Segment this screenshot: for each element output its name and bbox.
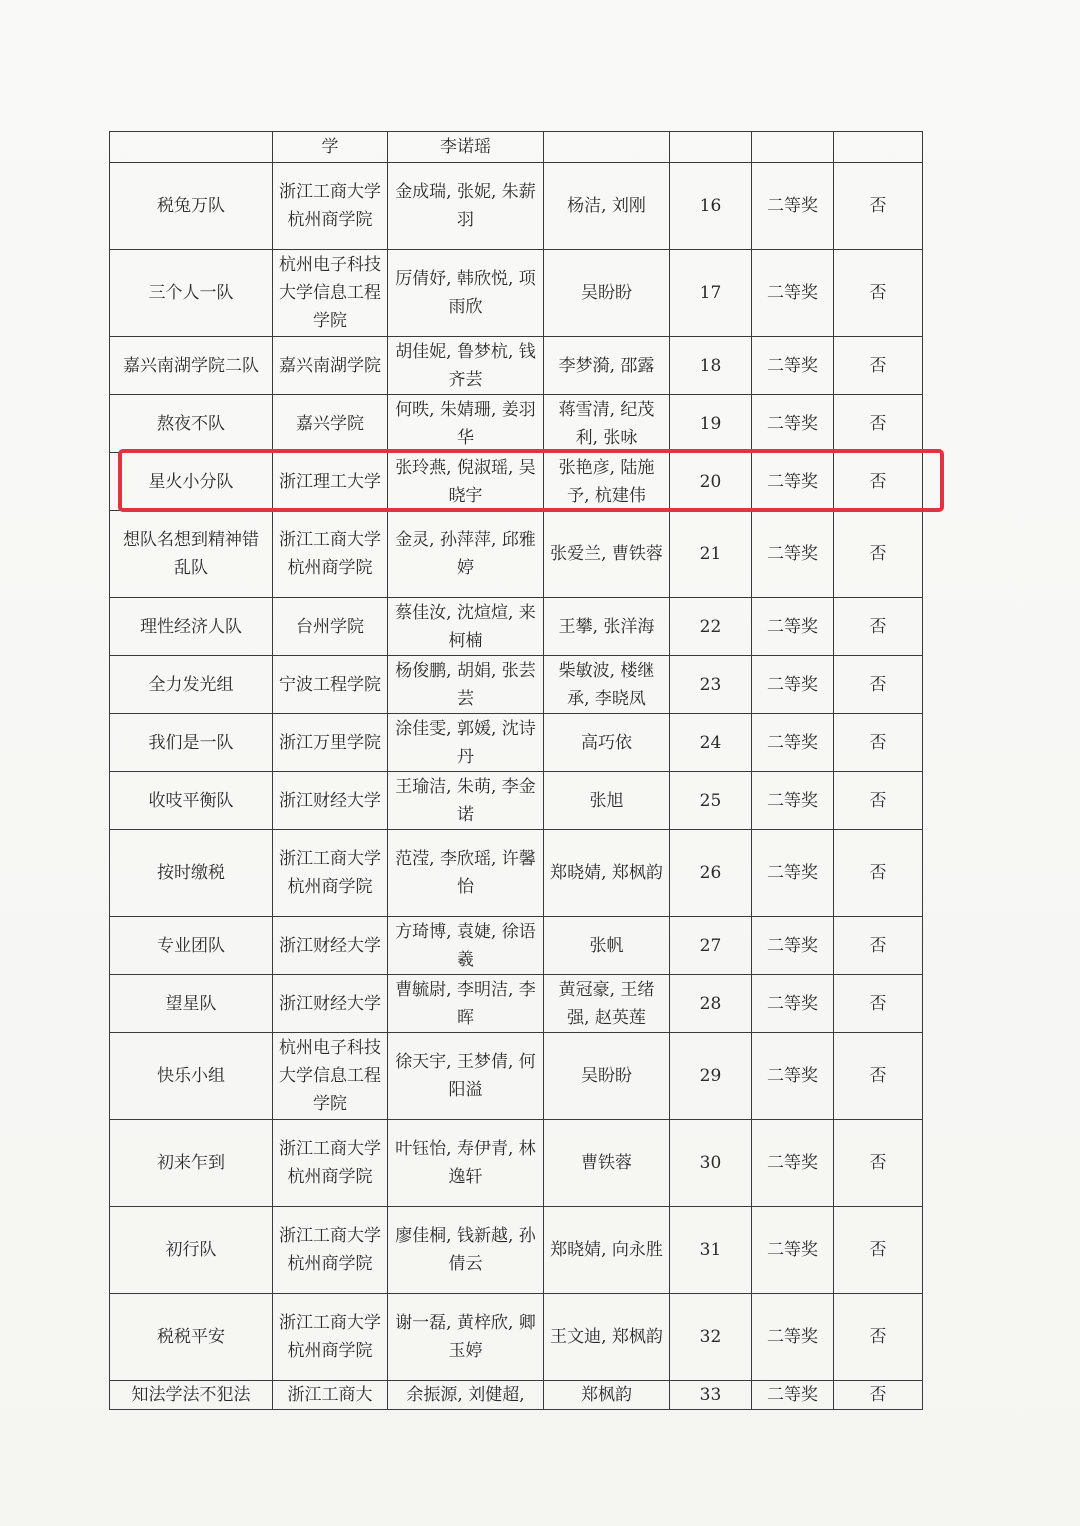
cell-flag: 否 <box>834 453 923 511</box>
cell-school: 学 <box>273 132 388 163</box>
cell-advisors: 张爱兰, 曹铁蓉 <box>544 511 670 598</box>
table-row <box>110 1381 923 1410</box>
table-row <box>110 1207 923 1294</box>
cell-advisors: 郑晓婧, 向永胜 <box>544 1207 670 1294</box>
cell-team: 知法学法不犯法 <box>110 1381 273 1410</box>
cell-members: 廖佳桐, 钱新越, 孙倩云 <box>388 1207 544 1294</box>
cell-advisors: 曹铁蓉 <box>544 1120 670 1207</box>
cell-rank: 22 <box>670 598 752 656</box>
cell-school: 浙江工商大学杭州商学院 <box>273 1294 388 1381</box>
cell-flag: 否 <box>834 772 923 830</box>
cell-award: 二等奖 <box>752 163 834 250</box>
table-row <box>110 1120 923 1207</box>
cell-advisors: 吴盼盼 <box>544 1033 670 1120</box>
cell-rank: 30 <box>670 1120 752 1207</box>
award-table <box>109 131 923 1410</box>
cell-team: 理性经济人队 <box>110 598 273 656</box>
cell-flag: 否 <box>834 511 923 598</box>
cell-team: 星火小分队 <box>110 453 273 511</box>
cell-rank: 23 <box>670 656 752 714</box>
cell-award: 二等奖 <box>752 656 834 714</box>
table-row <box>110 598 923 656</box>
cell-rank: 21 <box>670 511 752 598</box>
cell-advisors: 郑晓婧, 郑枫韵 <box>544 830 670 917</box>
cell-advisors: 张旭 <box>544 772 670 830</box>
cell-school: 嘉兴南湖学院 <box>273 337 388 395</box>
table-row <box>110 1294 923 1381</box>
cell-flag: 否 <box>834 598 923 656</box>
cell-rank: 16 <box>670 163 752 250</box>
table-body <box>110 132 923 1410</box>
table-row <box>110 830 923 917</box>
cell-award: 二等奖 <box>752 453 834 511</box>
cell-school: 嘉兴学院 <box>273 395 388 453</box>
cell-advisors: 黄冠豪, 王绪强, 赵英莲 <box>544 975 670 1033</box>
cell-flag: 否 <box>834 337 923 395</box>
cell-rank: 33 <box>670 1381 752 1410</box>
cell-members: 叶钰怡, 寿伊青, 林逸轩 <box>388 1120 544 1207</box>
cell-members: 杨俊鹏, 胡娟, 张芸芸 <box>388 656 544 714</box>
cell-award: 二等奖 <box>752 772 834 830</box>
cell-award: 二等奖 <box>752 917 834 975</box>
cell-flag: 否 <box>834 163 923 250</box>
table-row-highlighted <box>110 453 923 511</box>
cell-team: 三个人一队 <box>110 250 273 337</box>
cell-members: 涂佳雯, 郭媛, 沈诗丹 <box>388 714 544 772</box>
cell-team: 我们是一队 <box>110 714 273 772</box>
cell-school: 浙江万里学院 <box>273 714 388 772</box>
cell-team: 税税平安 <box>110 1294 273 1381</box>
cell-flag: 否 <box>834 250 923 337</box>
cell-members: 蔡佳汝, 沈煊煊, 来柯楠 <box>388 598 544 656</box>
cell-award: 二等奖 <box>752 1120 834 1207</box>
cell-members: 金成瑞, 张妮, 朱薪羽 <box>388 163 544 250</box>
cell-advisors: 张艳彦, 陆施予, 杭建伟 <box>544 453 670 511</box>
cell-rank: 28 <box>670 975 752 1033</box>
cell-award: 二等奖 <box>752 337 834 395</box>
cell-rank: 20 <box>670 453 752 511</box>
cell-advisors: 杨洁, 刘刚 <box>544 163 670 250</box>
cell-award: 二等奖 <box>752 1207 834 1294</box>
cell-team: 收吱平衡队 <box>110 772 273 830</box>
cell-award: 二等奖 <box>752 830 834 917</box>
cell-award: 二等奖 <box>752 714 834 772</box>
cell-flag: 否 <box>834 1294 923 1381</box>
cell-school: 浙江理工大学 <box>273 453 388 511</box>
cell-school: 台州学院 <box>273 598 388 656</box>
cell-school: 宁波工程学院 <box>273 656 388 714</box>
cell-advisors: 郑枫韵 <box>544 1381 670 1410</box>
cell-team: 快乐小组 <box>110 1033 273 1120</box>
cell-team: 嘉兴南湖学院二队 <box>110 337 273 395</box>
cell-advisors: 吴盼盼 <box>544 250 670 337</box>
cell-flag <box>834 132 923 163</box>
cell-team: 熬夜不队 <box>110 395 273 453</box>
cell-members: 胡佳妮, 鲁梦杭, 钱齐芸 <box>388 337 544 395</box>
cell-rank: 19 <box>670 395 752 453</box>
cell-rank: 26 <box>670 830 752 917</box>
cell-team: 想队名想到精神错乱队 <box>110 511 273 598</box>
cell-advisors: 张帆 <box>544 917 670 975</box>
cell-award: 二等奖 <box>752 395 834 453</box>
cell-team: 税兔万队 <box>110 163 273 250</box>
cell-team: 望星队 <box>110 975 273 1033</box>
cell-rank: 31 <box>670 1207 752 1294</box>
cell-advisors <box>544 132 670 163</box>
table-row <box>110 917 923 975</box>
cell-flag: 否 <box>834 917 923 975</box>
cell-school: 浙江财经大学 <box>273 772 388 830</box>
cell-team: 专业团队 <box>110 917 273 975</box>
cell-school: 浙江工商大学杭州商学院 <box>273 511 388 598</box>
table-row <box>110 656 923 714</box>
cell-school: 浙江工商大学杭州商学院 <box>273 830 388 917</box>
cell-team <box>110 132 273 163</box>
cell-school: 浙江工商大学杭州商学院 <box>273 163 388 250</box>
cell-school: 浙江财经大学 <box>273 975 388 1033</box>
cell-rank: 25 <box>670 772 752 830</box>
cell-rank: 29 <box>670 1033 752 1120</box>
cell-members: 何昳, 朱婧珊, 姜羽华 <box>388 395 544 453</box>
table-row <box>110 132 923 163</box>
cell-rank: 32 <box>670 1294 752 1381</box>
cell-award: 二等奖 <box>752 1381 834 1410</box>
cell-rank: 24 <box>670 714 752 772</box>
cell-flag: 否 <box>834 1381 923 1410</box>
cell-flag: 否 <box>834 1207 923 1294</box>
cell-flag: 否 <box>834 975 923 1033</box>
cell-members: 张玲燕, 倪淑瑶, 吴晓宇 <box>388 453 544 511</box>
table-row <box>110 395 923 453</box>
cell-advisors: 王文迪, 郑枫韵 <box>544 1294 670 1381</box>
cell-members: 李诺瑶 <box>388 132 544 163</box>
cell-members: 王瑜洁, 朱萌, 李金诺 <box>388 772 544 830</box>
cell-advisors: 柴敏波, 楼继承, 李晓凤 <box>544 656 670 714</box>
cell-award: 二等奖 <box>752 1294 834 1381</box>
cell-advisors: 李梦漪, 邵露 <box>544 337 670 395</box>
cell-advisors: 蒋雪清, 纪茂利, 张咏 <box>544 395 670 453</box>
cell-members: 厉倩妤, 韩欣悦, 项雨欣 <box>388 250 544 337</box>
cell-rank: 17 <box>670 250 752 337</box>
table-row <box>110 511 923 598</box>
cell-flag: 否 <box>834 395 923 453</box>
cell-members: 曹毓尉, 李明洁, 李晖 <box>388 975 544 1033</box>
cell-team: 全力发光组 <box>110 656 273 714</box>
cell-school: 浙江财经大学 <box>273 917 388 975</box>
table-row <box>110 1033 923 1120</box>
cell-advisors: 王攀, 张洋海 <box>544 598 670 656</box>
cell-rank: 27 <box>670 917 752 975</box>
cell-rank: 18 <box>670 337 752 395</box>
cell-members: 方琦博, 袁婕, 徐语羲 <box>388 917 544 975</box>
table-row <box>110 714 923 772</box>
cell-rank <box>670 132 752 163</box>
cell-school: 浙江工商大学杭州商学院 <box>273 1120 388 1207</box>
cell-award <box>752 132 834 163</box>
cell-award: 二等奖 <box>752 511 834 598</box>
cell-members: 谢一磊, 黄梓欣, 卿玉婷 <box>388 1294 544 1381</box>
cell-team: 初来乍到 <box>110 1120 273 1207</box>
cell-team: 按时缴税 <box>110 830 273 917</box>
cell-school: 浙江工商大 <box>273 1381 388 1410</box>
cell-school: 杭州电子科技大学信息工程学院 <box>273 1033 388 1120</box>
cell-members: 余振源, 刘健超, <box>388 1381 544 1410</box>
cell-members: 徐天宇, 王梦倩, 何阳溢 <box>388 1033 544 1120</box>
cell-flag: 否 <box>834 1120 923 1207</box>
cell-flag: 否 <box>834 1033 923 1120</box>
table-row <box>110 772 923 830</box>
cell-award: 二等奖 <box>752 975 834 1033</box>
cell-school: 浙江工商大学杭州商学院 <box>273 1207 388 1294</box>
cell-award: 二等奖 <box>752 1033 834 1120</box>
table-row <box>110 337 923 395</box>
cell-award: 二等奖 <box>752 598 834 656</box>
cell-members: 金灵, 孙萍萍, 邱雅婷 <box>388 511 544 598</box>
cell-school: 杭州电子科技大学信息工程学院 <box>273 250 388 337</box>
table-row <box>110 250 923 337</box>
cell-team: 初行队 <box>110 1207 273 1294</box>
cell-flag: 否 <box>834 714 923 772</box>
cell-flag: 否 <box>834 656 923 714</box>
table-row <box>110 975 923 1033</box>
table-row <box>110 163 923 250</box>
cell-award: 二等奖 <box>752 250 834 337</box>
cell-members: 范滢, 李欣瑶, 许馨怡 <box>388 830 544 917</box>
cell-flag: 否 <box>834 830 923 917</box>
cell-advisors: 高巧依 <box>544 714 670 772</box>
